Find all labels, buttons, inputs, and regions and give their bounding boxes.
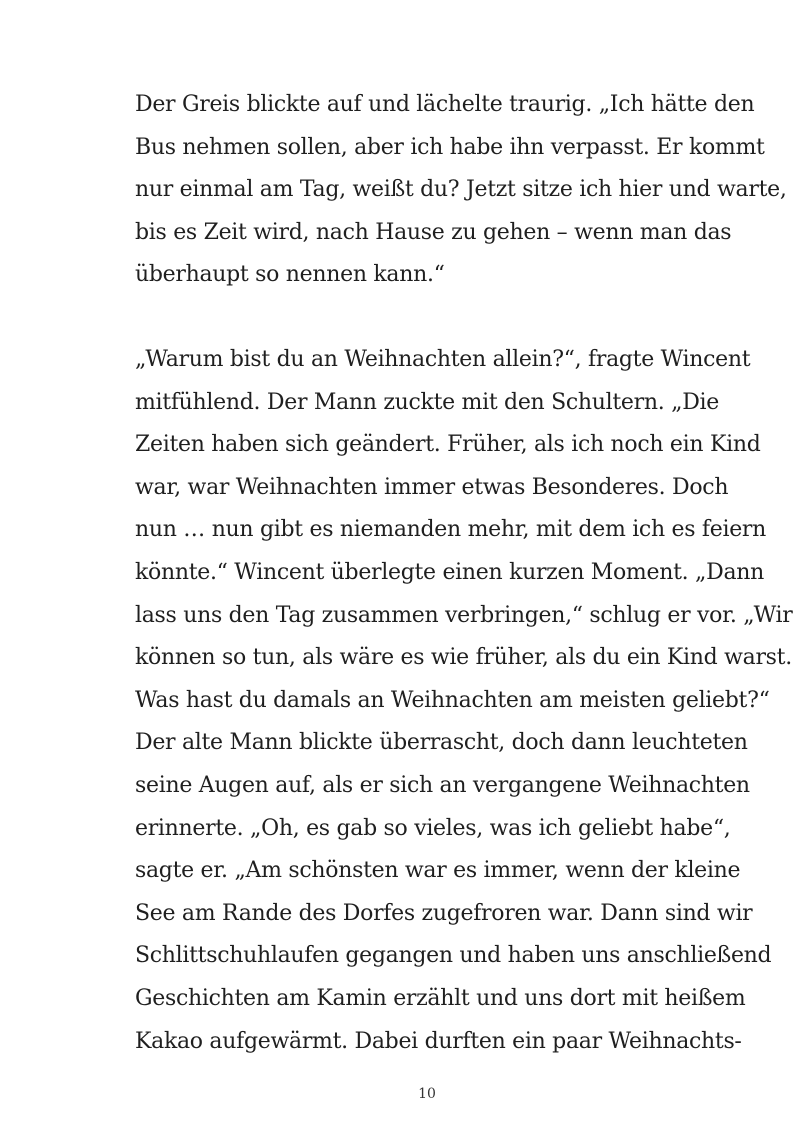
text-line: Schlittschuhlaufen gegangen und haben uns anschließend: [135, 943, 772, 969]
text-line: See am Rande des Dorfes zugefroren war. Dann sind wir: [135, 900, 753, 926]
text-line: Was hast du damals an Weihnachten am meisten geliebt?“: [135, 687, 770, 713]
text-line: Der alte Mann blickte überrascht, doch dann leuchteten: [135, 730, 748, 756]
text-line: Zeiten haben sich geändert. Früher, als ich noch ein Kind: [135, 432, 761, 458]
text-line: lass uns den Tag zusammen verbringen,“ schlug er vor. „Wir: [135, 602, 793, 628]
text-line: Der Greis blickte auf und lächelte traurig. „Ich hätte den: [135, 92, 755, 117]
text-line: sagte er. „Am schönsten war es immer, wenn der kleine: [135, 858, 741, 884]
text-line: nun … nun gibt es niemanden mehr, mit dem ich es feiern: [135, 517, 767, 543]
text-line: war, war Weihnachten immer etwas Besonderes. Doch: [135, 474, 729, 500]
text-line: seine Augen auf, als er sich an vergangene Weihnachten: [135, 772, 750, 798]
text-line: erinnerte. „Oh, es gab so vieles, was ich geliebt habe“,: [135, 815, 731, 841]
text-line: mitfühlend. Der Mann zuckte mit den Schultern. „Die: [135, 389, 720, 415]
text-line: können so tun, als wäre es wie früher, als du ein Kind warst.: [135, 645, 792, 671]
text-line: „Warum bist du an Weihnachten allein?“, fragte Wincent: [135, 347, 751, 372]
paragraph-1: [135, 84, 787, 297]
paragraph-2: [135, 339, 793, 1063]
text-line: Geschichten am Kamin erzählt und uns dort mit heißem: [135, 985, 746, 1011]
text-line: Bus nehmen sollen, aber ich habe ihn verpasst. Er kommt: [135, 134, 765, 160]
page-number: 10: [418, 1086, 436, 1102]
text-line: nur einmal am Tag, weißt du? Jetzt sitze ich hier und warte,: [135, 177, 787, 203]
text-line: Kakao aufgewärmt. Dabei durften ein paar Weihnachts-: [135, 1028, 742, 1054]
text-line: könnte.“ Wincent überlegte einen kurzen Moment. „Dann: [135, 559, 764, 585]
text-line: überhaupt so nennen kann.“: [135, 262, 445, 288]
text-line: bis es Zeit wird, nach Hause zu gehen – wenn man das: [135, 219, 732, 245]
